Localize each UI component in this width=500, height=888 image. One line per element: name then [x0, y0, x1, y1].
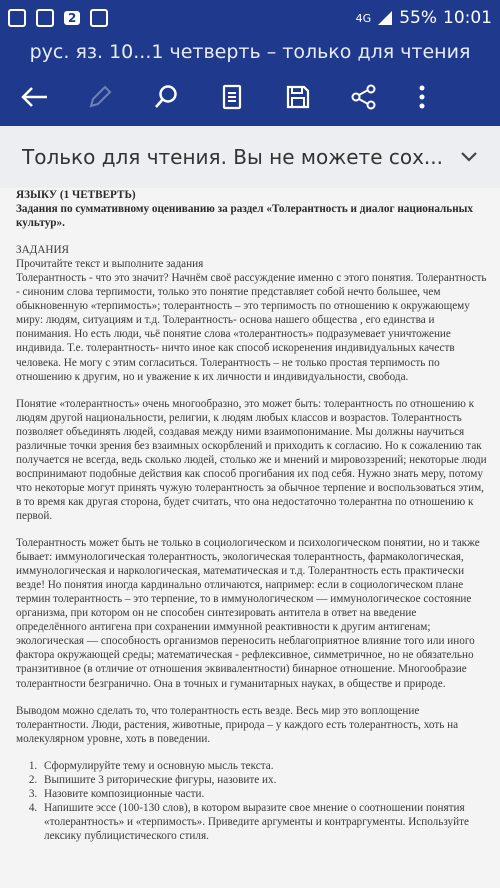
toolbar: [0, 68, 500, 126]
edit-pencil-icon: [87, 84, 113, 110]
task-item: 2. Выпишите 3 риторические фигуры, назовите их.: [40, 773, 488, 787]
save-icon: [285, 84, 311, 110]
gallery-notification-icon: [8, 9, 26, 27]
search-button[interactable]: [146, 77, 186, 117]
document-title: рус. яз. 10...1 четверть – только для чтения: [0, 36, 500, 68]
more-options-button[interactable]: [402, 77, 442, 117]
back-arrow-icon: [19, 85, 49, 109]
notification-count-badge: 2: [64, 11, 80, 25]
search-icon: [153, 84, 179, 110]
paragraph-3: Толерантность может быть не только в социологическом и психологическом понятии, но и также бывает: иммунологическая толерантность, экологическая толерантность, фармакологическая, иммунологическая и наркологическая, математическая и т.д. Толерантность есть практически везде! Но понятия иногда кардинально отличаются, например: если в социологическом плане термин толерантность – это терпение, то в иммунологическом — иммунологическое состояние организма, при котором он не способен синтезировать антитела в ответ на введение определённого антигена при сохранении иммунной реактивности к другим антигенам; экологическая — способность организмов переносить неблагоприятное влияние того или иного фактора окружающей среды; математическая - рефлексивное, симметричное, но не обязательно транзитивное (в отличие от отношения эквивалентности) бинарное отношение. Многообразие толерантности безгранично. Она в точных и гуманитарных науках, в обществе и природе.: [16, 537, 480, 690]
tasks-label: ЗАДАНИЯ: [16, 244, 70, 257]
more-vert-icon: [418, 84, 426, 110]
save-button[interactable]: [278, 77, 318, 117]
readonly-banner[interactable]: [0, 126, 500, 188]
share-button[interactable]: [344, 77, 384, 117]
reader-mode-icon: [221, 84, 243, 110]
image-notification-icon: [90, 9, 108, 27]
reader-mode-button[interactable]: [212, 77, 252, 117]
chevron-down-icon[interactable]: [460, 151, 478, 163]
signal-icon: [377, 10, 393, 26]
network-type: 4G: [355, 11, 372, 25]
doc-heading-1: ЯЗЫКУ (1 ЧЕТВЕРТЬ): [16, 189, 136, 201]
doc-heading-2: Задания по суммативному оцениванию за раздел «Толерантность и диалог национальных культур».: [16, 203, 473, 230]
task-item: 4. Напишите эссе (100-130 слов), в котором выразите свое мнение о соотношении понятия «толерантность» и «терпимость». Приведите аргументы и контраргументы. Используйте лексику публицистического стиля.: [40, 801, 488, 843]
share-icon: [351, 84, 377, 110]
task-item: 3. Назовите композиционные части.: [40, 787, 488, 801]
paragraph-1: Толерантность - что это значит? Начнём своё рассуждение именно с этого понятия. Толерантность - синоним слова терпимости, только это понятие представляет собой нечто большее, чем обыкновенную «терпимость»; толерантность – это терпимость по отношению к окружающему миру: людям, ситуациям и т.д. Толерантность- основа нашего общества , его единства и понимания. Но есть люди, чьё понятие слова «толерантность» подразумевает уничтожение индивида. Т.е. толерантность- ничто иное как способ искоренения индивидуальных качеств человека. Не могу с этим согласиться. Толерантность – не только простая терпимость по отношению к другим, но и уважение к их личности и индивидуальности, свобода.: [16, 272, 487, 383]
status-bar: [0, 0, 500, 36]
readonly-banner-text: Только для чтения. Вы не можете сох...: [22, 145, 443, 169]
instruction: Прочитайте текст и выполните задания: [16, 258, 204, 271]
back-button[interactable]: [14, 77, 54, 117]
task-item: 1. Сформулируйте тему и основную мысль текста.: [40, 759, 488, 773]
document-body: [0, 188, 500, 888]
battery-level: 55%: [399, 8, 437, 28]
edit-button[interactable]: [80, 77, 120, 117]
paragraph-2: Понятие «толерантность» очень многообразно, это может быть: толерантность по отношению к людям другой национальности, религии, к людям любых классов и возрастов. Толерантность позволяет объединять людей, создавая между ними взаимопонимание. Мы должны научиться различные точки зрения без взаимных оскорблений и приходить к согласию. Но к сожалению так получается не всегда, ведь сколько людей, столько же и мнений и мировоззрений; некоторые люди воспринимают подобные действия как способ прогибания их под себя. Нужно знать меру, потому что некоторые могут принять чужую толерантность за обычное терпение и воспользоваться этим, в то время как другая сторона, будет считать, что она недостаточно толерантна по отношению к первой.: [16, 397, 487, 522]
paragraph-4: Выводом можно сделать то, что толерантность есть везде. Весь мир это воплощение толерантности. Люди, растения, животные, природа – у каждого есть толерантность, хоть на молекулярном уровне, хоть в поведении.: [16, 704, 459, 745]
task-list: [40, 759, 488, 843]
clock: 10:01: [443, 8, 492, 28]
message-notification-icon: [36, 9, 54, 27]
